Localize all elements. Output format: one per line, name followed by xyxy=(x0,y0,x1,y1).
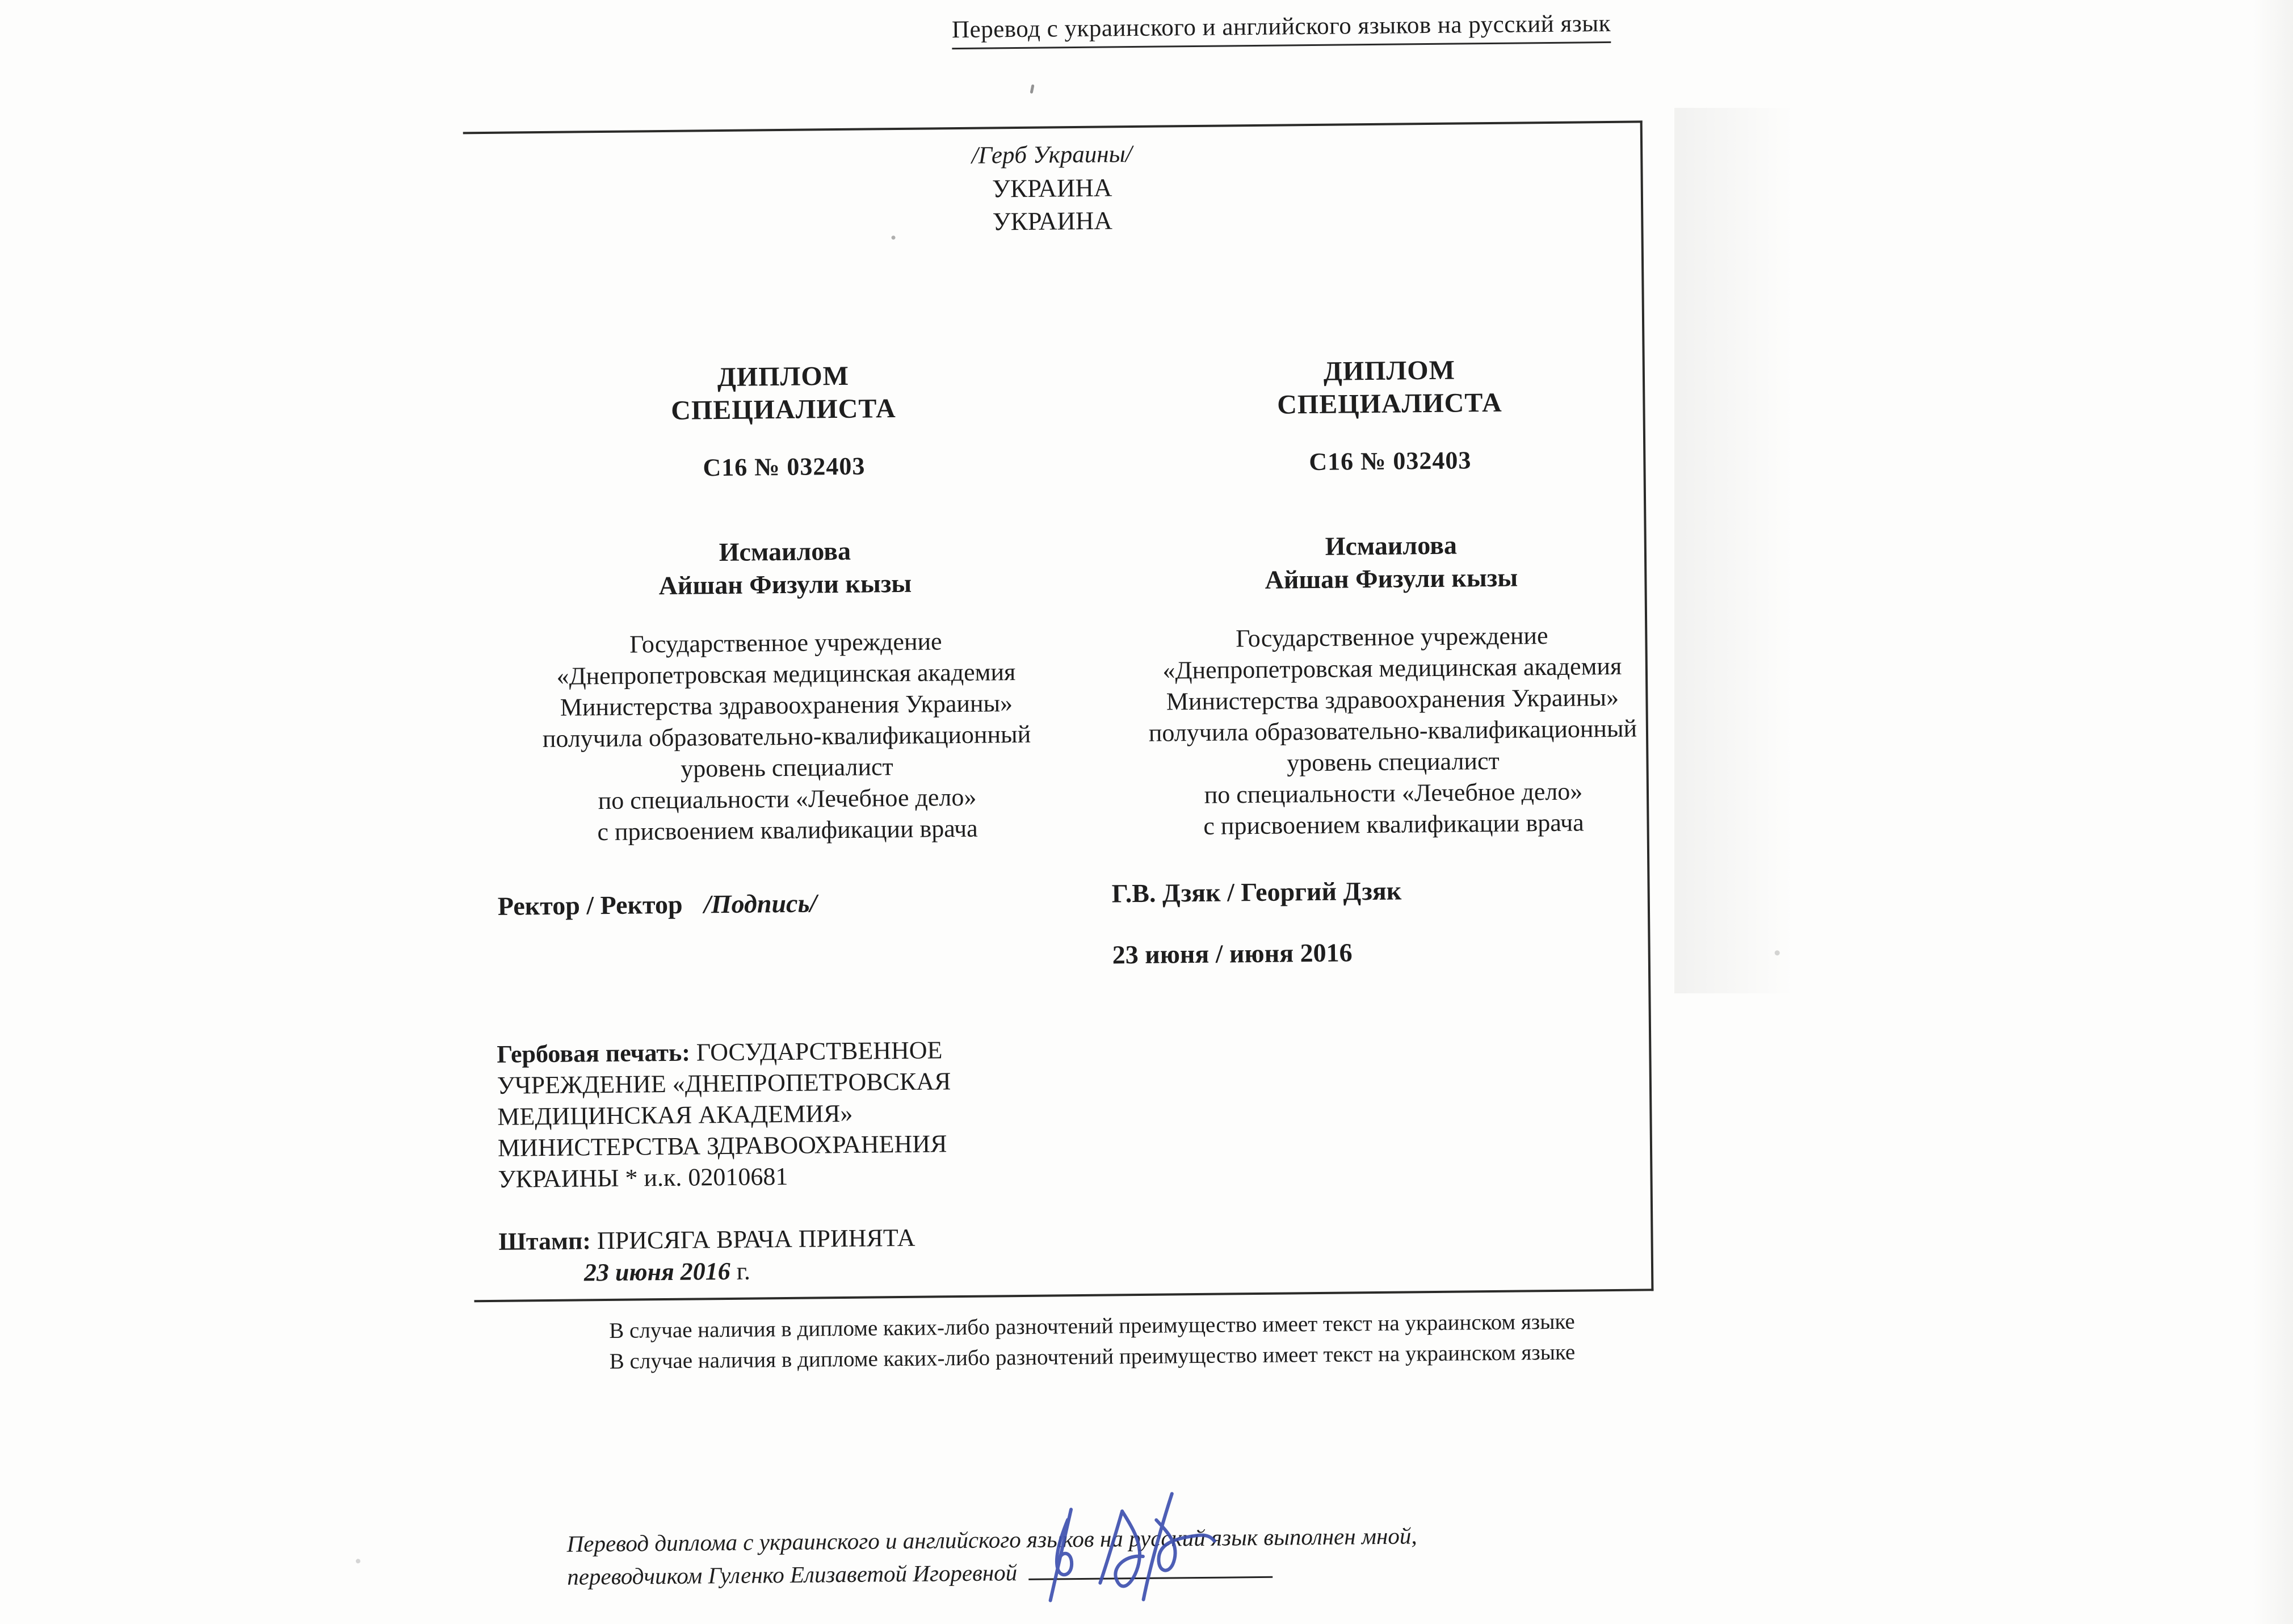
rector-signature-line xyxy=(498,888,817,921)
body-line: уровень специалист xyxy=(1286,746,1500,777)
body-line: по специальности «Лечебное дело» xyxy=(598,783,977,815)
discrepancy-note: В случае наличия в дипломе каких-либо разночтений преимущество имеет текст на украинском языке xyxy=(609,1309,1575,1343)
body-line: Государственное учреждение xyxy=(1235,622,1548,653)
body-line: «Днепропетровская медицинская академия xyxy=(1162,652,1622,685)
discrepancy-notes xyxy=(558,1306,1626,1378)
diploma-title xyxy=(488,358,1079,429)
holder-surname: Исмаилова xyxy=(719,536,851,567)
body-line: Министерства здравоохранения Украины» xyxy=(560,689,1013,721)
signature-underline xyxy=(1028,1572,1273,1580)
stamp-date-line xyxy=(584,1253,1044,1289)
stamp-description xyxy=(498,1221,1044,1290)
seal-line: МЕДИЦИНСКАЯ АКАДЕМИЯ» xyxy=(497,1099,853,1131)
body-line: «Днепропетровская медицинская академия xyxy=(556,658,1016,690)
seal-line: УКРАИНЫ * и.к. 02010681 xyxy=(498,1162,788,1193)
discrepancy-note: В случае наличия в дипломе каких-либо разночтений преимущество имеет текст на украинском языке xyxy=(609,1340,1576,1374)
country-name-ru: УКРАИНА xyxy=(992,206,1113,236)
body-line: получила образовательно-квалификационный xyxy=(1148,714,1637,747)
holder-surname: Исмаилова xyxy=(1325,530,1458,561)
body-line: по специальности «Лечебное дело» xyxy=(1204,777,1583,809)
translator-statement-line1: Перевод диплома с украинского и английского языков на русский язык выполнен мной, xyxy=(566,1522,1417,1557)
diploma-title-line1: ДИПЛОМ xyxy=(717,360,850,393)
signatory-name: Г.В. Дзяк / Георгий Дзяк xyxy=(1111,876,1402,908)
seal-line: УЧРЕЖДЕНИЕ «ДНЕПРОПЕТРОВСКАЯ xyxy=(497,1067,951,1100)
scan-speck xyxy=(1775,950,1780,955)
scan-speck xyxy=(892,236,896,240)
diploma-title-line2: СПЕЦИАЛИСТА xyxy=(1276,387,1502,420)
holder-given-name: Айшан Физули кызы xyxy=(1265,563,1518,594)
diploma-body-text xyxy=(1097,619,1689,843)
body-line: Министерства здравоохранения Украины» xyxy=(1166,683,1619,716)
stamp-text: ПРИСЯГА ВРАЧА ПРИНЯТА xyxy=(597,1223,915,1255)
body-line: с присвоением квалификации врача xyxy=(597,814,978,846)
translator-statement-line2: переводчиком Гуленко Елизаветой Игоревной xyxy=(566,1559,1018,1590)
translator-statement xyxy=(566,1519,1417,1593)
diploma-number: С16 № 032403 xyxy=(703,452,866,482)
translation-direction-note: Перевод с украинского и английского языков на русский язык xyxy=(952,10,1611,49)
rector-label: Ректор / Ректор xyxy=(497,889,683,921)
country-name-uk: УКРАИНА xyxy=(992,173,1112,203)
coat-of-arms-note: /Герб Украины/ xyxy=(971,141,1132,169)
diploma-border-box xyxy=(463,120,1654,1302)
stamp-label: Штамп: xyxy=(498,1227,591,1256)
scan-speck xyxy=(356,1559,360,1563)
holder-name xyxy=(490,532,1081,604)
diploma-number: С16 № 032403 xyxy=(1309,446,1472,476)
body-line: с присвоением квалификации врача xyxy=(1203,808,1584,840)
body-line: Государственное учреждение xyxy=(629,627,942,658)
diploma-column-right xyxy=(1094,352,1689,843)
diploma-column-left xyxy=(488,358,1083,849)
signature-placeholder-note: /Подпись/ xyxy=(703,888,817,919)
stamp-line1 xyxy=(498,1221,1043,1258)
diploma-title-line1: ДИПЛОМ xyxy=(1323,355,1456,387)
stamp-date: 23 июня 2016 xyxy=(583,1257,730,1287)
seal-line: МИНИСТЕРСТВА ЗДРАВООХРАНЕНИЯ xyxy=(497,1130,947,1162)
stamp-date-suffix: г. xyxy=(730,1257,751,1285)
diploma-title xyxy=(1094,352,1685,423)
document-heading xyxy=(463,133,1641,243)
holder-given-name: Айшан Физули кызы xyxy=(658,568,912,601)
body-line: уровень специалист xyxy=(681,753,894,783)
seal-label: Гербовая печать: xyxy=(497,1038,691,1068)
seal-text: ГОСУДАРСТВЕННОЕ xyxy=(696,1036,943,1067)
handwritten-signature xyxy=(1032,1483,1227,1615)
diploma-body-text xyxy=(490,624,1083,849)
holder-name xyxy=(1096,527,1687,598)
body-line: получила образовательно-квалификационный xyxy=(542,720,1031,753)
diploma-title-line2: СПЕЦИАЛИСТА xyxy=(671,393,896,426)
seal-line xyxy=(497,1034,1041,1070)
issue-date: 23 июня / июня 2016 xyxy=(1112,938,1353,970)
scan-speck xyxy=(1030,84,1035,94)
seal-description xyxy=(497,1034,1043,1195)
